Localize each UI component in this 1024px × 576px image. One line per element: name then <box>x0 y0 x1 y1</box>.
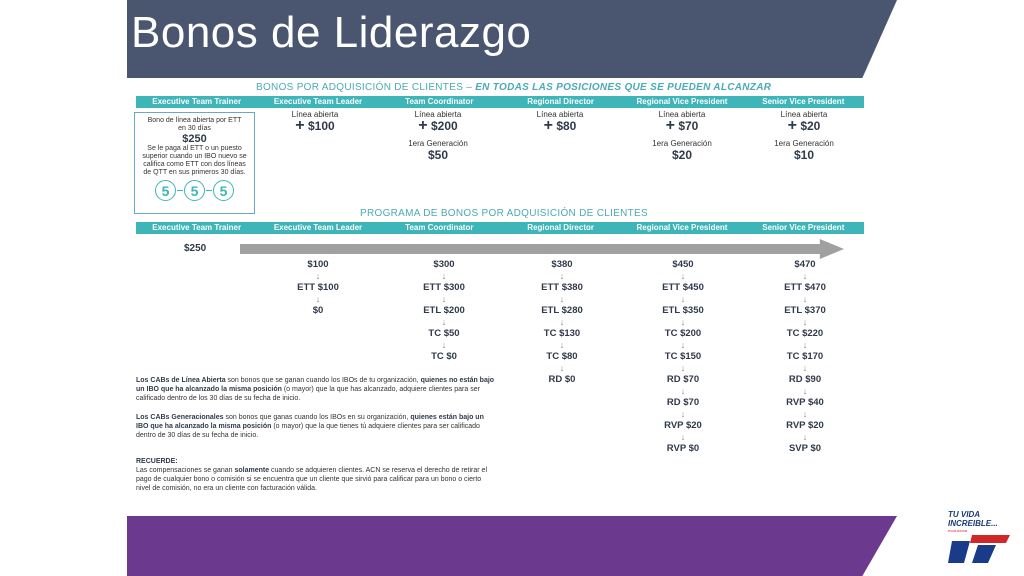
bonus-value: ETT $300 <box>423 282 465 293</box>
open-line-label: Línea abierta <box>780 110 828 119</box>
generation-value: $20 <box>671 148 693 162</box>
bonus-value: ETT $100 <box>297 282 339 293</box>
bonus-value: $470 <box>794 259 816 270</box>
open-line-label: Línea abierta <box>414 110 462 119</box>
generation-label: 1era Generación <box>652 139 712 148</box>
open-line-etl <box>265 110 365 133</box>
start-amount: $250 <box>184 243 207 254</box>
bonus-value: TC $170 <box>786 351 824 362</box>
bonus-value: TC $50 <box>428 328 460 339</box>
bonus-value: $300 <box>433 259 455 270</box>
bonus-value: $380 <box>551 259 573 270</box>
down-arrow-icon: ↓ <box>441 271 447 281</box>
header-cell: Senior Vice President <box>762 223 845 232</box>
down-arrow-icon: ↓ <box>680 409 686 419</box>
note-reminder: RECUERDE: Las compensaciones se ganan solamente cuando se adquieren clientes. ACN se reserva el derecho de retirar el pago de cualquier bono o comisión si se encuentra que un cliente que sirvió para calificar para un bono o cierto nivel de comisión, no era un cliente con facturación válida. <box>136 458 487 492</box>
open-line-rd <box>510 110 610 133</box>
bonus-stack-etl <box>273 259 363 317</box>
down-arrow-icon: ↓ <box>559 271 565 281</box>
down-arrow-icon: ↓ <box>802 294 808 304</box>
bonus-value: RD $70 <box>666 397 700 408</box>
down-arrow-icon: ↓ <box>559 340 565 350</box>
header-cell: Regional Director <box>527 97 594 106</box>
bonus-value: ETL $200 <box>423 305 465 316</box>
down-arrow-icon: ↓ <box>802 340 808 350</box>
header-cell: Executive Team Leader <box>273 97 363 106</box>
section1-title: BONOS POR ADQUISICIÓN DE CLIENTES – EN TODAS LAS POSICIONES QUE SE PUEDEN ALCANZAR <box>256 82 772 93</box>
dash-divider <box>177 190 183 192</box>
bonus-value: RD $70 <box>666 374 700 385</box>
down-arrow-icon: ↓ <box>441 294 447 304</box>
note-generational: Los CABs Generacionales son bonos que ganas cuando los IBOs en su organización, quienes están bajo un IBO que ha alcanzado la misma posición (o mayor) que la que tienes tú adquiere clientes para ser calificado dentro de 30 días de su fecha de inicio. <box>136 414 484 439</box>
down-arrow-icon: ↓ <box>315 294 321 304</box>
open-line-value: + $80 <box>543 117 577 134</box>
down-arrow-icon: ↓ <box>680 271 686 281</box>
plus-icon: + <box>665 117 675 134</box>
open-line-label: Línea abierta <box>536 110 584 119</box>
down-arrow-icon: ↓ <box>802 363 808 373</box>
bonus-value: TC $150 <box>664 351 702 362</box>
down-arrow-icon: ↓ <box>559 363 565 373</box>
bonus-value: SVP $0 <box>788 443 822 454</box>
down-arrow-icon: ↓ <box>680 432 686 442</box>
down-arrow-icon: ↓ <box>802 432 808 442</box>
open-line-label: Línea abierta <box>658 110 706 119</box>
bonus-value: TC $0 <box>431 351 457 362</box>
down-arrow-icon: ↓ <box>559 317 565 327</box>
down-arrow-icon: ↓ <box>802 386 808 396</box>
header-cell: Senior Vice President <box>762 97 845 106</box>
section2-title: PROGRAMA DE BONOS POR ADQUISICIÓN DE CLIENTES <box>360 208 648 219</box>
generation-label: 1era Generación <box>774 139 834 148</box>
bonus-value: RVP $0 <box>666 443 700 454</box>
header-cell: Team Coordinator <box>405 223 474 232</box>
plus-icon: + <box>295 117 305 134</box>
header-cell: Executive Team Trainer <box>152 223 242 232</box>
down-arrow-icon: ↓ <box>680 294 686 304</box>
bonus-value: ETT $450 <box>662 282 704 293</box>
bonus-value: ETL $370 <box>784 305 826 316</box>
bonus-value: ETT $470 <box>784 282 826 293</box>
down-arrow-icon: ↓ <box>802 409 808 419</box>
plus-icon: + <box>418 117 428 134</box>
note-open-line: Los CABs de Línea Abierta son bonos que se ganan cuando los IBOs de tu organización, quienes no están bajo un IBO que ha alcanzado la misma posición (o mayor) que la que has alcanzado, adquiere clientes para ser calificado dentro de los 30 días de su fecha de inicio. <box>136 377 495 402</box>
bonus-value: ETL $280 <box>541 305 583 316</box>
bonus-value: RVP $40 <box>786 397 824 408</box>
bonus-value: RVP $20 <box>664 420 702 431</box>
header-cell: Executive Team Leader <box>273 223 363 232</box>
bonus-stack-rvp <box>638 259 728 455</box>
circle-badge: 5 <box>155 180 176 201</box>
logo-mark-icon <box>948 533 1010 563</box>
bonus-value: $0 <box>312 305 324 316</box>
ett-bonus-box <box>134 112 255 214</box>
circle-badge: 5 <box>213 180 234 201</box>
bonus-value: TC $200 <box>664 328 702 339</box>
bonus-value: ETL $350 <box>662 305 704 316</box>
down-arrow-icon: ↓ <box>559 294 565 304</box>
bonus-value: TC $220 <box>786 328 824 339</box>
open-line-rvp <box>632 110 732 162</box>
bonus-value: $450 <box>672 259 694 270</box>
header-cell: Regional Vice President <box>636 223 728 232</box>
open-line-label: Línea abierta <box>291 110 339 119</box>
open-line-value: + $20 <box>787 117 821 134</box>
bonus-value: RD $90 <box>788 374 822 385</box>
footer-banner <box>127 516 897 576</box>
positions-header-1 <box>136 96 864 108</box>
header-cell: Team Coordinator <box>405 97 474 106</box>
progression-arrow <box>240 239 844 259</box>
open-line-value: + $200 <box>418 117 458 134</box>
bonus-value: $100 <box>307 259 329 270</box>
down-arrow-icon: ↓ <box>680 386 686 396</box>
down-arrow-icon: ↓ <box>680 317 686 327</box>
circle-badge: 5 <box>184 180 205 201</box>
down-arrow-icon: ↓ <box>680 363 686 373</box>
five-five-five-badge <box>135 180 254 201</box>
down-arrow-icon: ↓ <box>315 271 321 281</box>
bonus-value: RD $0 <box>548 374 576 385</box>
open-line-value: + $70 <box>665 117 699 134</box>
dash-divider <box>206 190 212 192</box>
bonus-stack-tc <box>399 259 489 363</box>
ett-box-note: Se le paga al ETT o un puesto superior cuando un IBO nuevo se califica como ETT con dos líneas de QTT en sus primeros 30 días. <box>142 145 247 176</box>
header-cell: Executive Team Trainer <box>152 97 242 106</box>
generation-value: $50 <box>427 148 449 162</box>
ett-box-amount: $250 <box>182 133 207 145</box>
generation-value: $10 <box>793 148 815 162</box>
plus-icon: + <box>787 117 797 134</box>
down-arrow-icon: ↓ <box>441 317 447 327</box>
open-line-value: + $100 <box>295 117 335 134</box>
down-arrow-icon: ↓ <box>441 340 447 350</box>
open-line-tc <box>388 110 488 162</box>
bonus-stack-rd <box>517 259 607 386</box>
brand-logo: TU VIDA INCREIBLE... evoluciona <box>948 510 1018 570</box>
down-arrow-icon: ↓ <box>680 340 686 350</box>
header-cell: Regional Vice President <box>636 97 728 106</box>
bonus-value: ETT $380 <box>541 282 583 293</box>
page-title: Bonos de Liderazgo <box>131 8 532 57</box>
down-arrow-icon: ↓ <box>802 271 808 281</box>
ett-box-description: Bono de línea abierta por ETT en 30 días <box>147 117 242 132</box>
positions-header-2 <box>136 222 864 234</box>
down-arrow-icon: ↓ <box>802 317 808 327</box>
generation-label: 1era Generación <box>408 139 468 148</box>
header-cell: Regional Director <box>527 223 594 232</box>
bonus-value: TC $130 <box>543 328 581 339</box>
bonus-stack-svp <box>760 259 850 455</box>
bonus-value: RVP $20 <box>786 420 824 431</box>
plus-icon: + <box>543 117 553 134</box>
open-line-svp <box>754 110 854 162</box>
bonus-value: TC $80 <box>546 351 578 362</box>
